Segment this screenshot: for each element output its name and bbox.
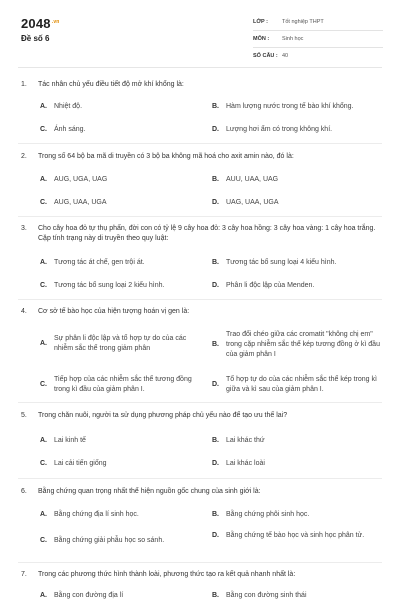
- option-text: Bằng chứng giải phẫu học so sánh.: [54, 537, 165, 544]
- meta-key: MÔN :: [253, 36, 270, 42]
- meta-key: SỐ CÂU :: [253, 53, 278, 59]
- option-text: Bằng chứng tế bào học và sinh học phân tử.: [226, 532, 365, 539]
- option-letter: A.: [40, 259, 47, 266]
- option-letter: B.: [212, 511, 219, 518]
- option-c[interactable]: [40, 375, 200, 395]
- option-d[interactable]: [212, 459, 382, 469]
- option-text: Trao đổi chéo giữa các cromatit "không chị em" trong cặp nhiễm sắc thể kép tương đồng ở kì đầu của giảm phân I: [226, 331, 380, 358]
- question-number: 3.: [21, 225, 27, 232]
- option-letter: D.: [212, 126, 219, 133]
- question-text: Tác nhân chủ yếu điều tiết độ mở khí khổng là:: [38, 81, 184, 88]
- option-c[interactable]: [40, 198, 190, 208]
- option-d[interactable]: [212, 531, 382, 541]
- option-letter: D.: [212, 532, 219, 539]
- option-text: Bằng con đường địa lí: [54, 592, 124, 599]
- option-text: Tương tác át chế, gen trội át.: [54, 259, 145, 266]
- question-text: Cho cây hoa đỏ tự thụ phấn, đời con có tỷ lệ 9 cây hoa đỏ: 3 cây hoa hồng: 3 cây hoa vàng: 1 cây hoa trắng. Cặp tính trạng này di truyền theo quy luật:: [38, 225, 376, 242]
- option-letter: A.: [40, 592, 47, 599]
- option-letter: C.: [40, 126, 47, 133]
- option-text: Lai kinh tế: [54, 437, 86, 444]
- question-stem: [21, 307, 377, 317]
- option-d[interactable]: [212, 198, 382, 208]
- question-number: 1.: [21, 81, 27, 88]
- option-text: Tiếp hợp của các nhiễm sắc thể tương đồng trong kì đầu của giảm phân I.: [54, 376, 192, 393]
- option-text: Bằng con đường sinh thái: [226, 592, 307, 599]
- question-number: 4.: [21, 308, 27, 315]
- option-d[interactable]: [212, 125, 382, 135]
- option-text: AUG, UGA, UAG: [54, 176, 108, 183]
- option-text: Lượng hơi ẩm có trong không khí.: [226, 126, 333, 133]
- meta-value: 40: [282, 53, 289, 59]
- option-c[interactable]: [40, 281, 190, 291]
- option-d[interactable]: [212, 375, 382, 395]
- header-divider: [18, 67, 382, 68]
- question-stem: [21, 224, 377, 244]
- option-letter: A.: [40, 437, 47, 444]
- option-letter: C.: [40, 537, 47, 544]
- question-stem: [21, 570, 377, 580]
- question-divider: [18, 478, 382, 479]
- option-text: Nhiệt độ.: [54, 103, 83, 110]
- option-text: Ánh sáng.: [54, 126, 86, 133]
- option-letter: B.: [212, 259, 219, 266]
- question-divider: [18, 143, 382, 144]
- option-b[interactable]: [212, 510, 382, 520]
- question-divider: [18, 216, 382, 217]
- option-text: Lai khác loài: [226, 460, 265, 467]
- option-letter: C.: [40, 282, 47, 289]
- meta-key: LỚP :: [253, 19, 268, 25]
- option-letter: C.: [40, 199, 47, 206]
- option-letter: B.: [212, 437, 219, 444]
- option-text: Tổ hợp tự do của các nhiễm sắc thể kép trong kì giữa và kì sau của giảm phân I.: [226, 376, 377, 393]
- question-text: Trong số 64 bộ ba mã di truyền có 3 bộ ba không mã hoá cho axit amin nào, đó là:: [38, 153, 294, 160]
- option-text: AUU, UAA, UAG: [226, 176, 279, 183]
- exam-header: [0, 0, 400, 68]
- logo-text: 2048: [21, 16, 51, 31]
- option-letter: C.: [40, 460, 47, 467]
- option-a[interactable]: [40, 175, 190, 185]
- option-c[interactable]: [40, 125, 190, 135]
- option-text: Hàm lượng nước trong tế bào khí khổng.: [226, 103, 354, 110]
- option-b[interactable]: [212, 175, 382, 185]
- option-b[interactable]: [212, 330, 382, 360]
- option-letter: A.: [40, 176, 47, 183]
- meta-value: Tốt nghiệp THPT: [282, 19, 324, 25]
- option-b[interactable]: [212, 436, 382, 446]
- question-number: 5.: [21, 412, 27, 419]
- option-letter: D.: [212, 460, 219, 467]
- question-number: 6.: [21, 488, 27, 495]
- option-b[interactable]: [212, 258, 382, 268]
- question-stem: [21, 80, 377, 90]
- logo-domain: .vn: [51, 18, 60, 25]
- option-a[interactable]: [40, 510, 190, 520]
- option-letter: D.: [212, 282, 219, 289]
- option-c[interactable]: [40, 459, 190, 469]
- question-number: 7.: [21, 571, 27, 578]
- option-a[interactable]: [40, 258, 190, 268]
- exam-meta-table: [253, 14, 383, 64]
- option-letter: D.: [212, 381, 219, 388]
- question-number: 2.: [21, 153, 27, 160]
- option-a[interactable]: [40, 102, 190, 112]
- option-letter: A.: [40, 103, 47, 110]
- option-text: AUG, UAA, UGA: [54, 199, 107, 206]
- question-text: Trong chăn nuôi, người ta sử dụng phương pháp chủ yếu nào để tạo ưu thế lai?: [38, 412, 288, 419]
- meta-value: Sinh học: [282, 36, 304, 42]
- option-letter: B.: [212, 103, 219, 110]
- option-text: Lai khác thứ: [226, 437, 265, 444]
- option-letter: A.: [40, 340, 47, 347]
- option-text: UAG, UAA, UGA: [226, 199, 279, 206]
- exam-title: Đề số 6: [21, 34, 50, 43]
- question-text: Cơ sở tế bào học của hiện tượng hoán vị gen là:: [38, 308, 190, 315]
- question-divider: [18, 402, 382, 403]
- option-a[interactable]: [40, 436, 190, 446]
- option-text: Sự phân li độc lập và tổ hợp tự do của các nhiễm sắc thể trong giảm phân: [54, 335, 187, 352]
- option-c[interactable]: [40, 536, 190, 546]
- question-divider: [18, 299, 382, 300]
- meta-row-class: [253, 14, 383, 31]
- question-stem: [21, 411, 377, 421]
- option-letter: C.: [40, 381, 47, 388]
- option-text: Bằng chứng địa lí sinh học.: [54, 511, 139, 518]
- option-d[interactable]: [212, 281, 382, 291]
- option-letter: B.: [212, 592, 219, 599]
- question-stem: [21, 487, 377, 497]
- option-text: Bằng chứng phôi sinh học.: [226, 511, 310, 518]
- option-text: Lai cải tiến giống: [54, 460, 107, 467]
- meta-row-count: [253, 48, 383, 64]
- meta-row-subject: [253, 31, 383, 48]
- option-text: Phân li độc lập của Menden.: [226, 282, 315, 289]
- site-logo[interactable]: [21, 16, 60, 31]
- option-letter: A.: [40, 511, 47, 518]
- question-text: Trong các phương thức hình thành loài, phương thức tạo ra kết quả nhanh nhất là:: [38, 571, 296, 578]
- option-text: Tương tác bổ sung loại 2 kiểu hình.: [54, 282, 165, 289]
- option-letter: B.: [212, 341, 219, 348]
- question-stem: [21, 152, 377, 162]
- option-text: Tương tác bổ sung loại 4 kiểu hình.: [226, 259, 337, 266]
- option-letter: D.: [212, 199, 219, 206]
- option-letter: B.: [212, 176, 219, 183]
- option-b[interactable]: [212, 102, 382, 112]
- question-text: Bằng chứng quan trọng nhất thể hiện nguồn gốc chung của sinh giới là:: [38, 488, 261, 495]
- option-a[interactable]: [40, 334, 200, 354]
- question-divider: [18, 562, 382, 563]
